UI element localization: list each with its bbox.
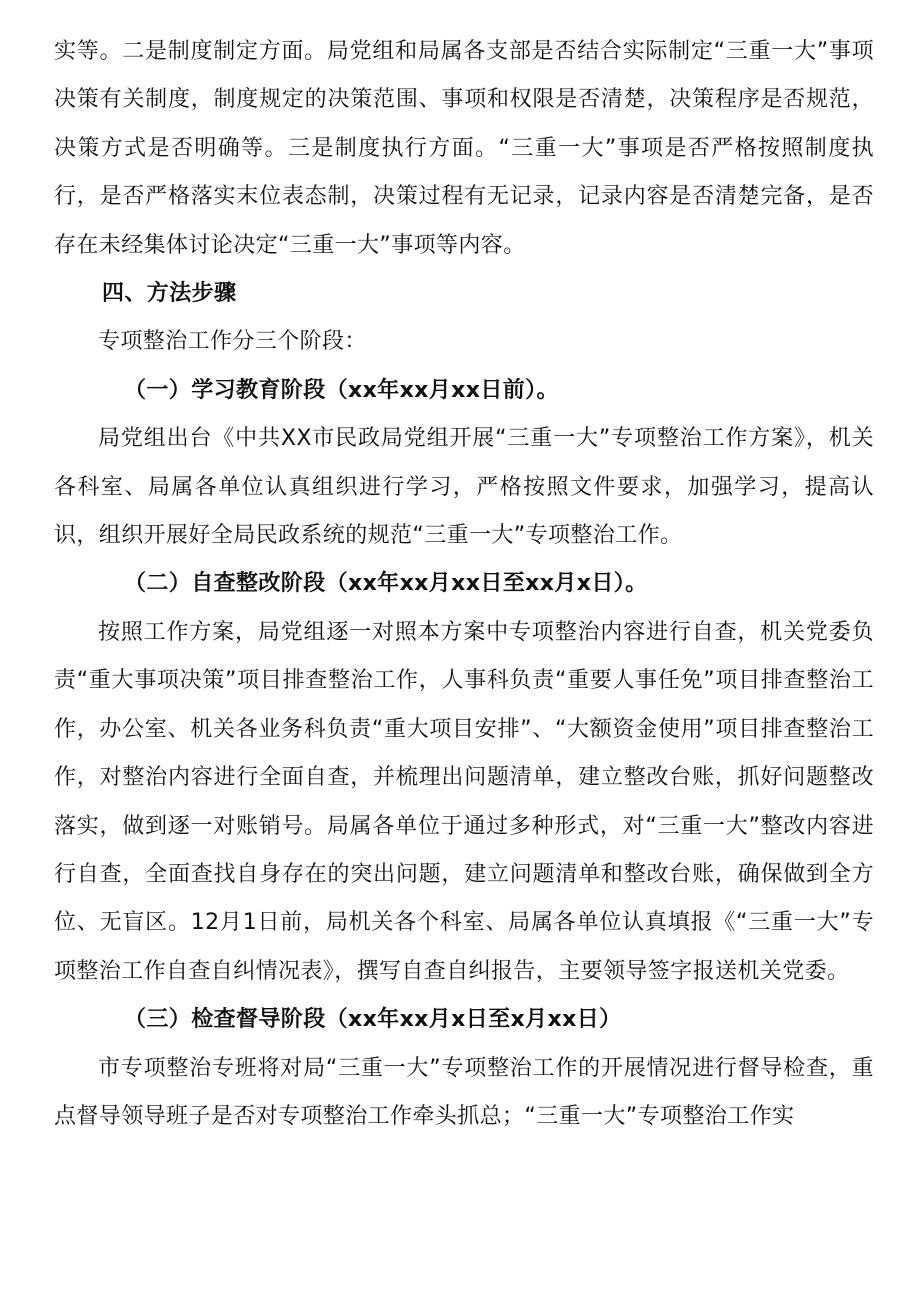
stage-heading-self-check: （二）自查整改阶段（xx年xx月xx日至xx月x日）。 [124,571,648,597]
section-heading-methods: 四、方法步骤 [102,281,237,307]
paragraph-inspection-stage: 市专项整治专班将对局“三重一大”专项整治工作的开展情况进行督导检查，重点督导领导班子是否对专项整治工作牵头抓总；“三重一大”专项整治工作实 [54,1055,874,1129]
stage-heading-study: （一）学习教育阶段（xx年xx月xx日前）。 [124,377,559,403]
paragraph-stages-intro: 专项整治工作分三个阶段： [98,329,367,355]
paragraph-study-stage: 局党组出台《中共XX市民政局党组开展“三重一大”专项整治工作方案》，机关各科室、局属各单位认真组织进行学习，严格按照文件要求，加强学习，提高认识，组织开展好全局民政系统的规范“三重一大”专项整治工作。 [54,426,874,549]
paragraph-self-check-stage: 按照工作方案，局党组逐一对照本方案中专项整治内容进行自查，机关党委负责“重大事项决策”项目排查整治工作，人事科负责“重要人事任免”项目排查整治工作，办公室、机关各业务科负责“重大项目安排”、“大额资金使用”项目排查整治工作，对整治内容进行全面自查，并梳理出问题清单，建立整改台账，抓好问题整改落实，做到逐一对账销号。局属各单位于通过多种形式，对“三重一大”整改内容进行自查，全面查找自身存在的突出问题，建立问题清单和整改台账，确保做到全方位、无盲区。12月1日前，局机关各个科室、局属各单位认真填报《“三重一大”专项整治工作自查自纠情况表》，撰写自查自纠报告，主要领导签字报送机关党委。 [54,619,874,984]
stage-heading-inspection: （三）检查督导阶段（xx年xx月x日至x月xx日） [124,1007,622,1033]
paragraph-institution-scope: 实等。二是制度制定方面。局党组和局属各支部是否结合实际制定“三重一大”事项决策有关制度，制度规定的决策范围、事项和权限是否清楚，决策程序是否规范，决策方式是否明确等。三是制度执行方面。“三重一大”事项是否严格按照制度执行，是否严格落实末位表态制，决策过程有无记录，记录内容是否清楚完备，是否存在未经集体讨论决定“三重一大”事项等内容。 [54,39,874,258]
